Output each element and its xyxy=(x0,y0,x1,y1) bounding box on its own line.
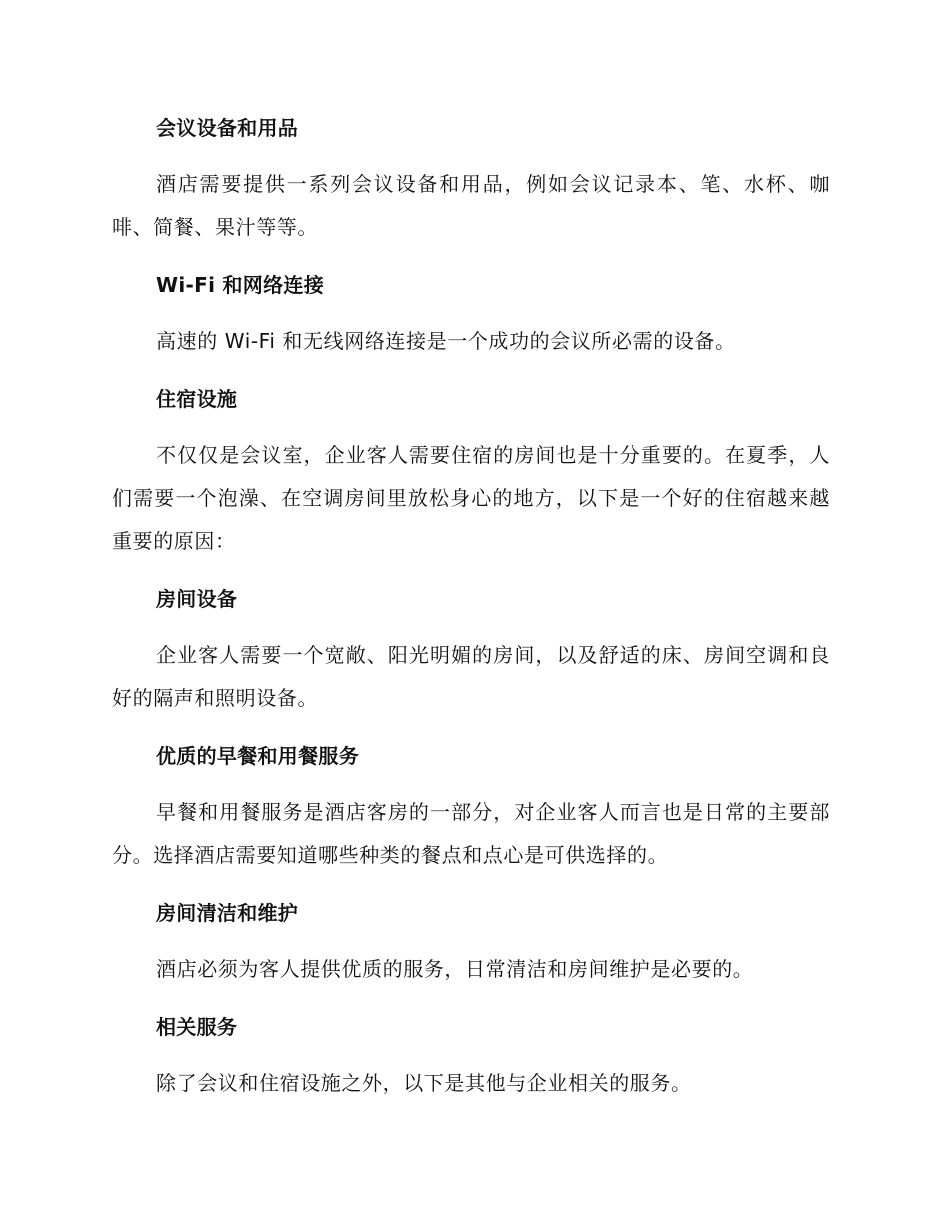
section-paragraph-room-equipment: 企业客人需要一个宽敞、阳光明媚的房间，以及舒适的床、房间空调和良好的隔声和照明设备。 xyxy=(112,643,830,710)
section-heading-cleaning-maintenance: 房间清洁和维护 xyxy=(156,901,299,925)
section-heading-related-services: 相关服务 xyxy=(156,1015,238,1039)
section-heading-breakfast-dining: 优质的早餐和用餐服务 xyxy=(156,744,359,768)
section-paragraph-accommodation: 不仅仅是会议室，企业客人需要住宿的房间也是十分重要的。在夏季，人们需要一个泡澡、在空调房间里放松身心的地方，以下是一个好的住宿越来越重要的原因： xyxy=(112,443,830,553)
section-paragraph-wifi: 高速的 Wi-Fi 和无线网络连接是一个成功的会议所必需的设备。 xyxy=(156,329,736,353)
section-heading-accommodation: 住宿设施 xyxy=(156,387,238,411)
document-body xyxy=(112,108,830,1121)
section-paragraph-breakfast-dining: 早餐和用餐服务是酒店客房的一部分，对企业客人而言也是日常的主要部分。选择酒店需要知道哪些种类的餐点和点心是可供选择的。 xyxy=(112,800,830,867)
section-paragraph-meeting-equipment: 酒店需要提供一系列会议设备和用品，例如会议记录本、笔、水杯、咖啡、简餐、果汁等等。 xyxy=(112,172,830,239)
section-paragraph-related-services: 除了会议和住宿设施之外，以下是其他与企业相关的服务。 xyxy=(156,1071,692,1095)
section-heading-wifi: Wi-Fi 和网络连接 xyxy=(156,273,324,297)
section-heading-room-equipment: 房间设备 xyxy=(156,587,238,611)
section-paragraph-cleaning-maintenance: 酒店必须为客人提供优质的服务，日常清洁和房间维护是必要的。 xyxy=(156,957,754,981)
section-heading-meeting-equipment: 会议设备和用品 xyxy=(156,116,299,140)
